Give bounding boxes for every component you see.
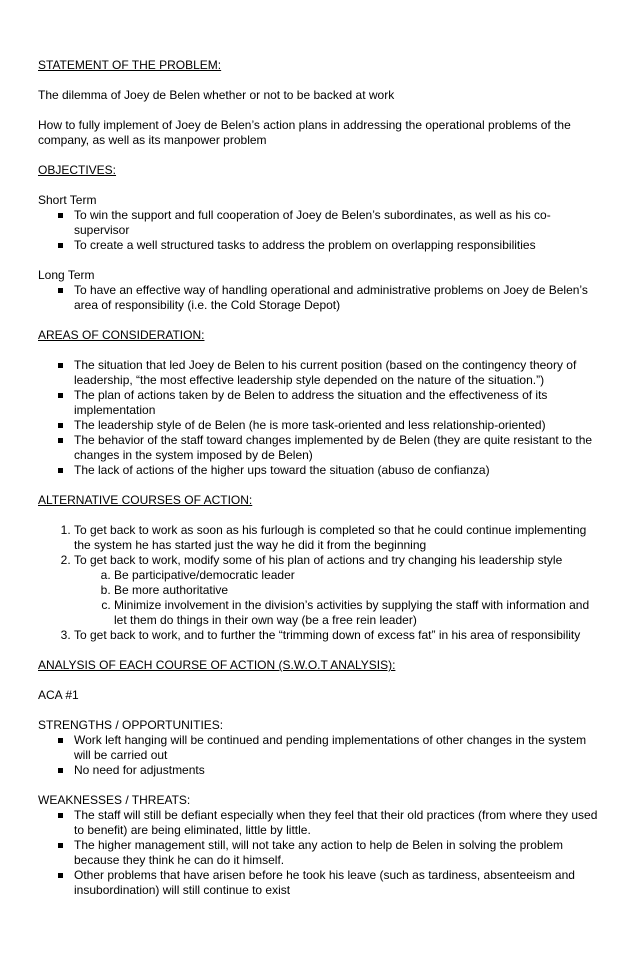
list-item: The situation that led Joey de Belen to his current position (based on the contingency theory of leadership, “the most effective leadership style depended on the nature of the situation.”)	[74, 358, 604, 388]
list-item: The lack of actions of the higher ups toward the situation (abuso de confianza)	[74, 463, 604, 478]
long-term-label: Long Term	[38, 268, 95, 282]
list-item: The staff will still be defiant especially when they feel that their old practices (from where they used to benefit) are being eliminated, little by little.	[74, 808, 604, 838]
long-term-list	[38, 283, 604, 313]
list-item: No need for adjustments	[74, 763, 604, 778]
problem-heading: STATEMENT OF THE PROBLEM:	[38, 58, 222, 72]
list-item: b. Be more authoritative	[114, 583, 604, 598]
alternative-1-text: To get back to work as soon as his furlough is completed so that he could continue implementing the system he has started just the way he did it from the beginning	[74, 523, 587, 552]
list-item: a. Be participative/democratic leader	[114, 568, 604, 583]
short-term-label: Short Term	[38, 193, 97, 207]
considerations-heading: AREAS OF CONSIDERATION:	[38, 328, 205, 342]
list-item	[74, 553, 604, 628]
short-term-list	[38, 208, 604, 253]
problem-statement-1: The dilemma of Joey de Belen whether or not to be backed at work	[38, 88, 395, 102]
list-item: The behavior of the staff toward changes implemented by de Belen (they are quite resistant to the changes in the system imposed by de Belen)	[74, 433, 604, 463]
list-item: Other problems that have arisen before he took his leave (such as tardiness, absenteeism and insubordination) will still continue to exist	[74, 868, 604, 898]
alternative-2-text: To get back to work, modify some of his plan of actions and try changing his leadership style	[74, 553, 563, 567]
list-item: To create a well structured tasks to address the problem on overlapping responsibilities	[74, 238, 604, 253]
list-item: The higher management still, will not take any action to help de Belen in solving the problem because they think he can do it himself.	[74, 838, 604, 868]
list-item: c. Minimize involvement in the division’s activities by supplying the staff with information and let them do things in their own way (be a free rein leader)	[114, 598, 604, 628]
strengths-label: STRENGTHS / OPPORTUNITIES:	[38, 718, 224, 732]
aca-label: ACA #1	[38, 688, 79, 702]
list-item	[74, 628, 604, 643]
alternative-2-sublist	[74, 568, 604, 628]
alternatives-heading: ALTERNATIVE COURSES OF ACTION:	[38, 493, 253, 507]
list-item: The plan of actions taken by de Belen to address the situation and the effectiveness of its implementation	[74, 388, 604, 418]
list-item: Work left hanging will be continued and pending implementations of other changes in the system will be carried out	[74, 733, 604, 763]
list-item	[74, 523, 604, 553]
weaknesses-list	[38, 808, 604, 898]
list-item: To have an effective way of handling operational and administrative problems on Joey de Belen’s area of responsibility (i.e. the Cold Storage Depot)	[74, 283, 604, 313]
list-item: The leadership style of de Belen (he is more task-oriented and less relationship-oriented)	[74, 418, 604, 433]
weaknesses-label: WEAKNESSES / THREATS:	[38, 793, 191, 807]
problem-statement-2: How to fully implement of Joey de Belen’s action plans in addressing the operational problems of the company, as well as its manpower problem	[38, 118, 571, 147]
strengths-list	[38, 733, 604, 778]
alternatives-list	[38, 523, 604, 643]
alternative-3-text: To get back to work, and to further the “trimming down of excess fat” in his area of responsibility	[74, 628, 581, 642]
objectives-heading: OBJECTIVES:	[38, 163, 117, 177]
list-item: To win the support and full cooperation of Joey de Belen’s subordinates, as well as his co-supervisor	[74, 208, 604, 238]
analysis-heading: ANALYSIS OF EACH COURSE OF ACTION (S.W.O.T ANALYSIS):	[38, 658, 396, 672]
considerations-list	[38, 358, 604, 478]
